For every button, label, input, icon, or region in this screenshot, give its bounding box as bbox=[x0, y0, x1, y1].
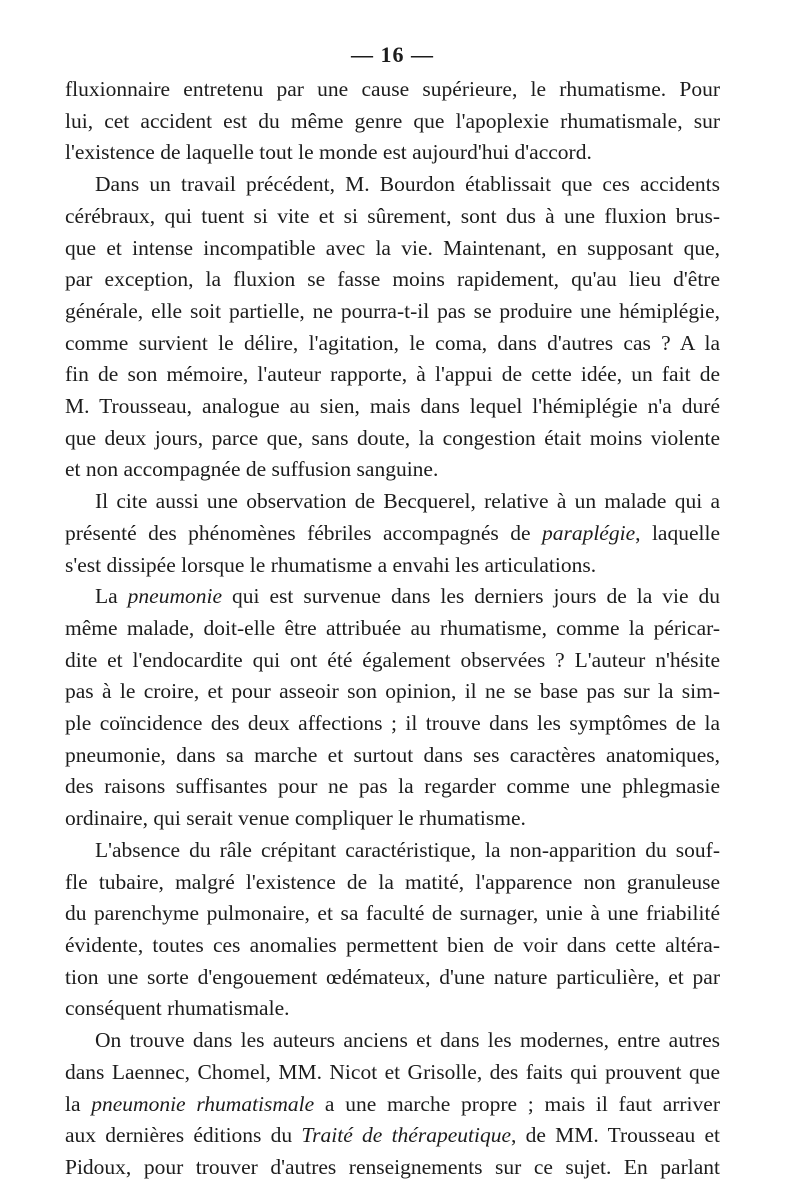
text-run: La bbox=[95, 584, 128, 609]
text-run: a une marche propre ; mais il faut arriver bbox=[314, 1091, 720, 1116]
text-run: la bbox=[65, 1091, 92, 1116]
italic-term: paraplégie bbox=[541, 520, 636, 545]
page-number: — 16 — bbox=[351, 42, 434, 67]
text-line: du parenchyme pulmonaire, et sa faculté de surnager, unie à une friabilité bbox=[65, 901, 720, 926]
text-line: Dans un travail précédent, M. Bourdon établissait que ces accidents bbox=[95, 172, 720, 197]
paragraph-6 bbox=[65, 1025, 720, 1184]
text-line: et non accompagnée de suffusion sanguine. bbox=[65, 457, 439, 482]
text-line: M. Trousseau, analogue au sien, mais dans lequel l'hémiplégie n'a duré bbox=[65, 394, 720, 419]
text-line bbox=[65, 581, 720, 613]
paragraph-1 bbox=[65, 74, 720, 169]
text-line: ple coïncidence des deux affections ; il trouve dans les symptômes de la bbox=[65, 711, 720, 736]
text-line: fin de son mémoire, l'auteur rapporte, à l'appui de cette idée, un fait de bbox=[65, 362, 720, 387]
text-run: , laquelle bbox=[635, 520, 720, 545]
text-line: conséquent rhumatismale. bbox=[65, 996, 290, 1021]
text-line: l'existence de laquelle tout le monde est aujourd'hui d'accord. bbox=[65, 140, 592, 165]
text-line: lui, cet accident est du même genre que l'apoplexie rhumatismale, sur bbox=[65, 108, 720, 133]
italic-term: Traité de thérapeutique bbox=[301, 1123, 511, 1148]
text-line bbox=[65, 1089, 720, 1121]
text-line: par exception, la fluxion se fasse moins rapidement, qu'au lieu d'être bbox=[65, 267, 720, 292]
text-line bbox=[65, 518, 720, 550]
text-line: ordinaire, qui serait venue compliquer le rhumatisme. bbox=[65, 806, 526, 831]
text-run: aux dernières éditions du bbox=[65, 1123, 302, 1148]
text-run: qui est survenue dans les derniers jours de la vie du bbox=[222, 584, 720, 609]
italic-term: pneumonie bbox=[127, 584, 223, 609]
text-line: comme survient le délire, l'agitation, le coma, dans d'autres cas ? A la bbox=[65, 330, 720, 355]
text-line: que et intense incompatible avec la vie. Maintenant, en supposant que, bbox=[65, 235, 720, 260]
text-line: pneumonie, dans sa marche et surtout dans ses caractères anatomiques, bbox=[65, 742, 720, 767]
paragraph-2 bbox=[65, 169, 720, 486]
body-text bbox=[65, 74, 720, 1184]
text-line: Pidoux, pour trouver d'autres renseignements sur ce sujet. En parlant bbox=[65, 1154, 720, 1179]
paragraph-5 bbox=[65, 835, 720, 1025]
paragraph-3 bbox=[65, 486, 720, 581]
text-line bbox=[65, 1120, 720, 1152]
text-run: présenté des phénomènes fébriles accompagnés de bbox=[65, 520, 542, 545]
paragraph-4 bbox=[65, 581, 720, 835]
text-line: cérébraux, qui tuent si vite et si sûrement, sont dus à une fluxion brus- bbox=[65, 203, 720, 228]
text-line: tion une sorte d'engouement œdémateux, d'une nature particulière, et par bbox=[65, 964, 720, 989]
text-line: s'est dissipée lorsque le rhumatisme a envahi les articulations. bbox=[65, 552, 597, 577]
text-run: , de MM. Trousseau et bbox=[511, 1123, 720, 1148]
text-line: évidente, toutes ces anomalies permettent bien de voir dans cette altéra- bbox=[65, 932, 720, 957]
text-line: dite et l'endocardite qui ont été également observées ? L'auteur n'hésite bbox=[65, 647, 720, 672]
text-line: générale, elle soit partielle, ne pourra-t-il pas se produire une hémiplégie, bbox=[65, 298, 720, 323]
text-line: pas à le croire, et pour asseoir son opinion, il ne se base pas sur la sim- bbox=[65, 679, 720, 704]
text-line: même malade, doit-elle être attribuée au rhumatisme, comme la péricar- bbox=[65, 615, 720, 640]
italic-term: pneumonie rhumatismale bbox=[91, 1091, 315, 1116]
text-line: dans Laennec, Chomel, MM. Nicot et Grisolle, des faits qui prouvent que bbox=[65, 1059, 720, 1084]
text-line: Il cite aussi une observation de Becquerel, relative à un malade qui a bbox=[95, 489, 720, 514]
text-line: On trouve dans les auteurs anciens et dans les modernes, entre autres bbox=[95, 1028, 720, 1053]
text-line: fluxionnaire entretenu par une cause supérieure, le rhumatisme. Pour bbox=[65, 77, 720, 101]
text-line: fle tubaire, malgré l'existence de la matité, l'apparence non granuleuse bbox=[65, 869, 720, 894]
text-line: L'absence du râle crépitant caractéristique, la non-apparition du souf- bbox=[95, 837, 720, 862]
text-line: que deux jours, parce que, sans doute, la congestion était moins violente bbox=[65, 425, 720, 450]
text-line: des raisons suffisantes pour ne pas la regarder comme une phlegmasie bbox=[65, 774, 720, 799]
